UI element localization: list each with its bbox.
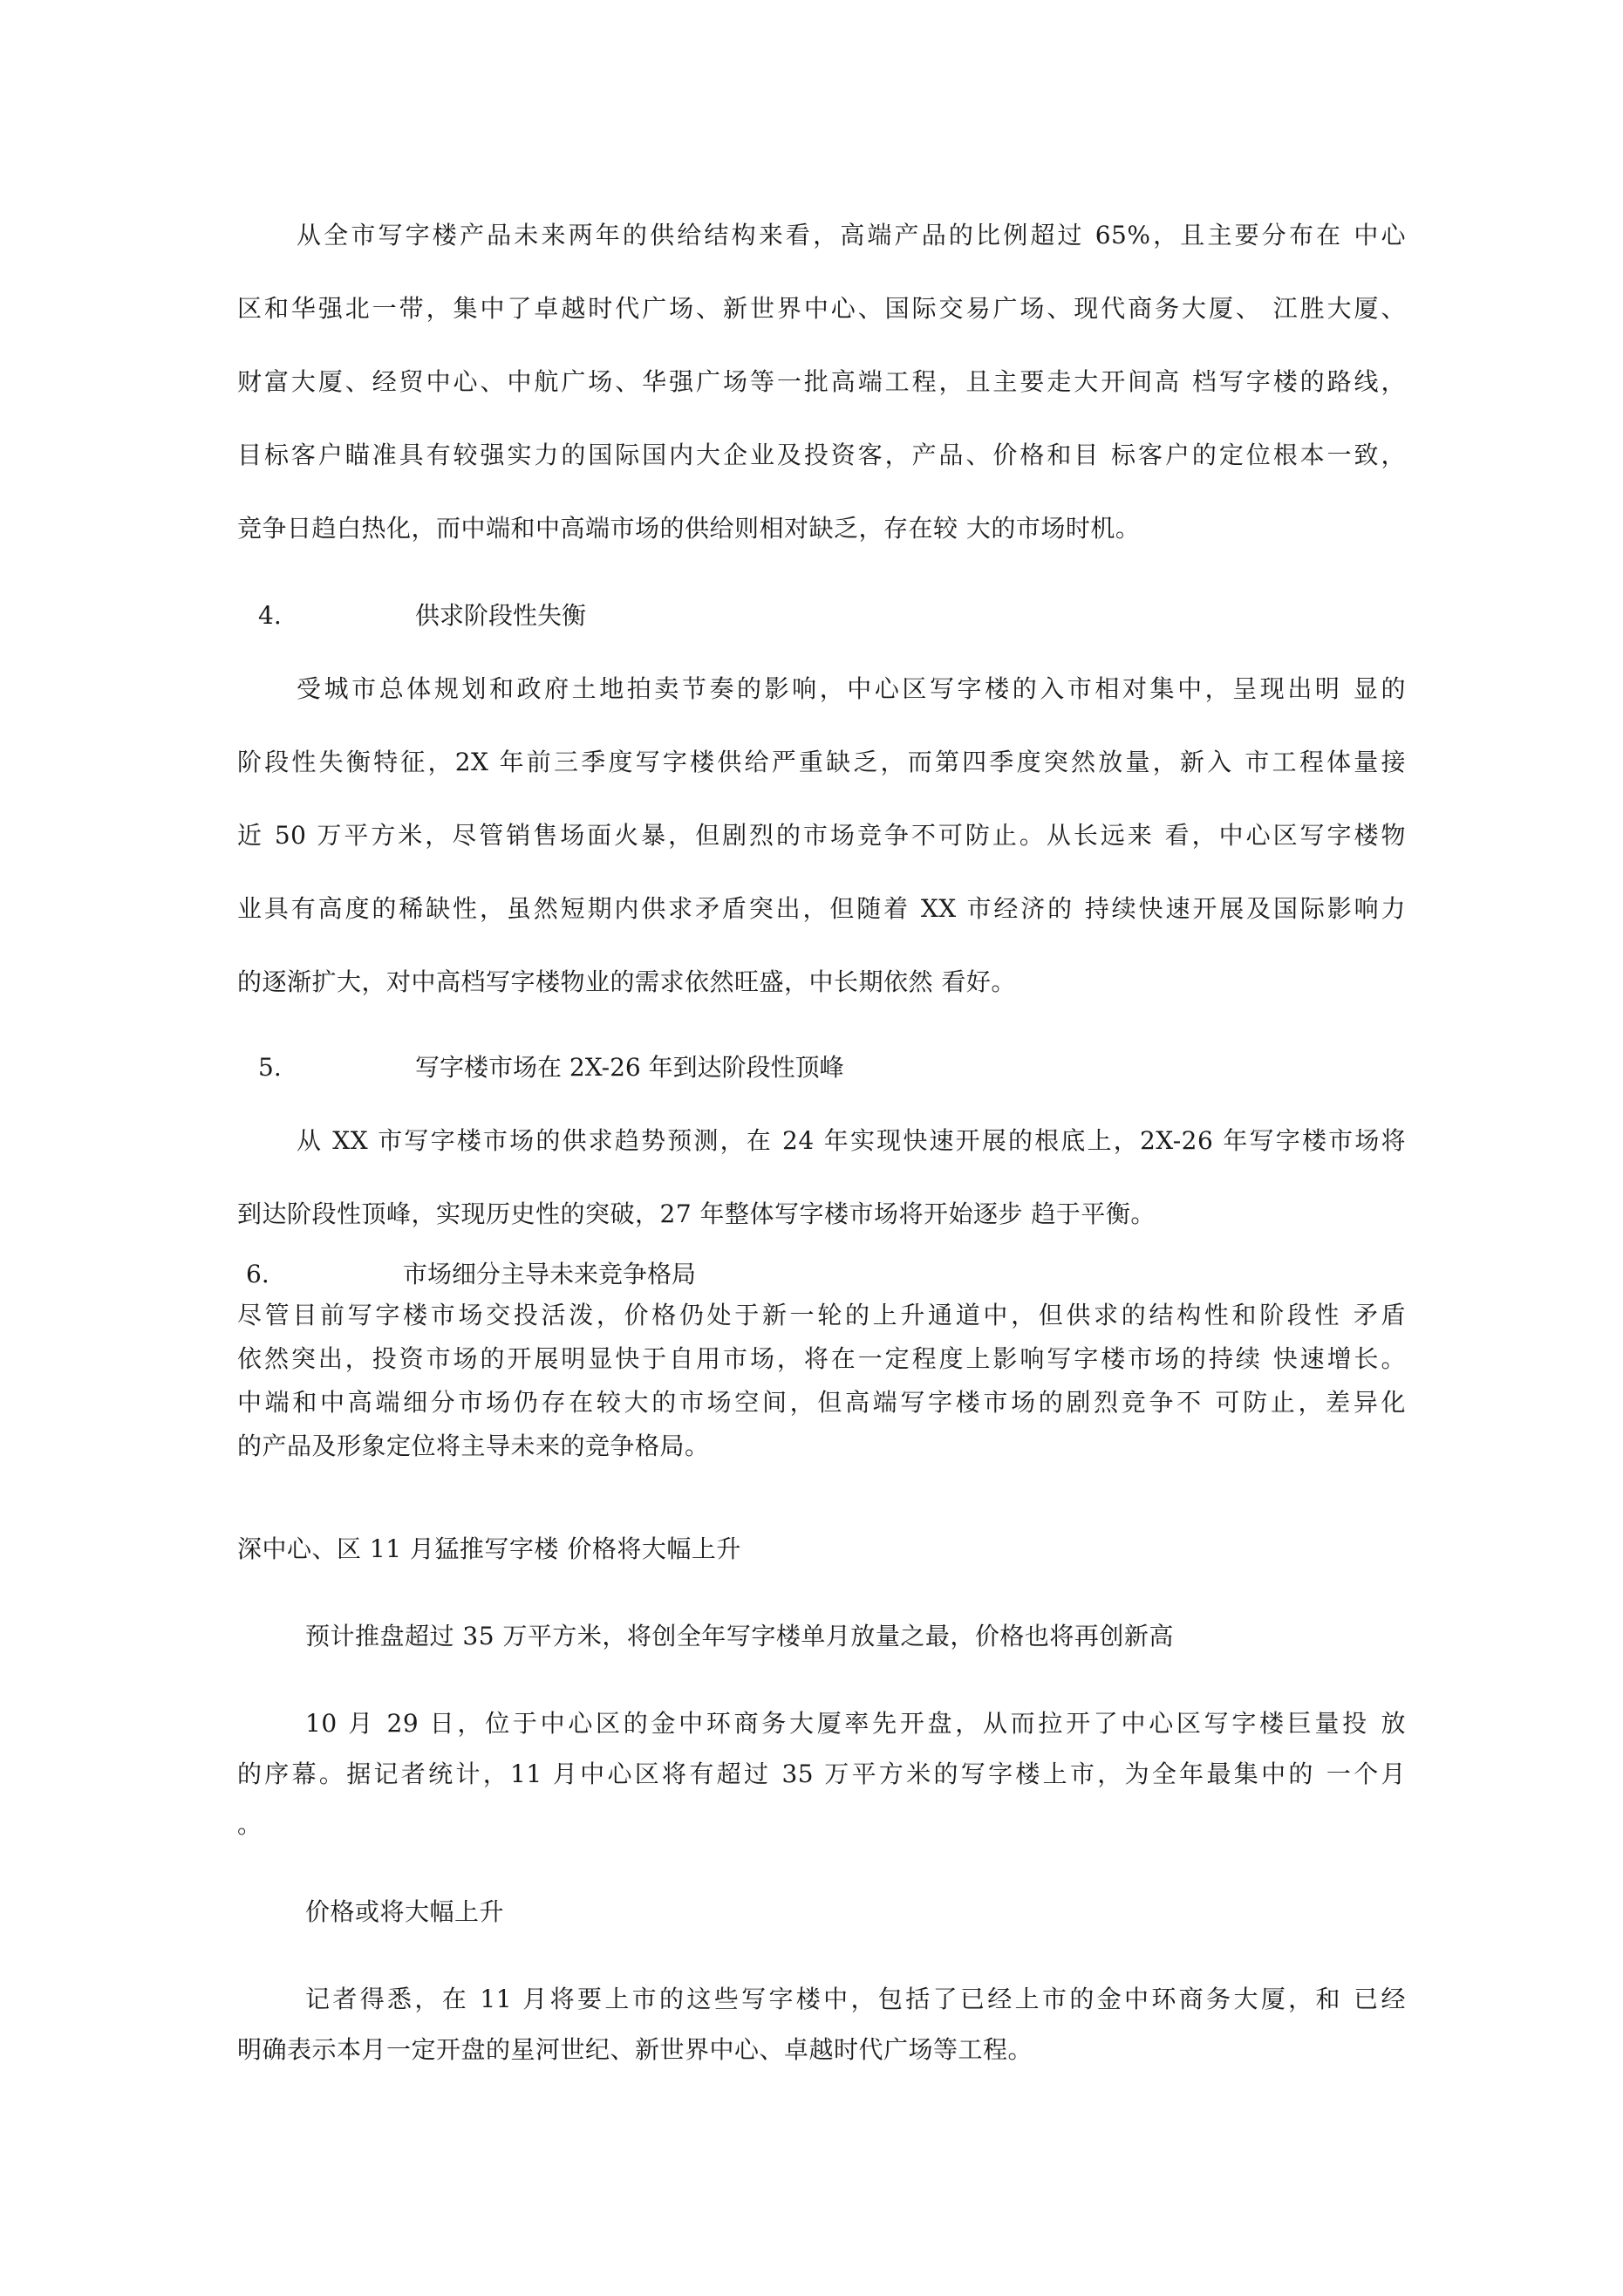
section-4-line-1: 受城市总体规划和政府土地拍卖节奏的影响，中心区写字楼的入市相对集中，呈现出明 显的 — [297, 674, 1406, 703]
section-6-line-4: 的产品及形象定位将主导未来的竞争格局。 — [237, 1432, 710, 1460]
supply-structure-line-1: 从全市写字楼产品未来两年的供给结构来看，高端产品的比例超过 65%，且主要分布在 中心 — [297, 221, 1406, 249]
news-para1-line-3: 。 — [237, 1810, 263, 1839]
news-para2-line-1: 记者得悉，在 11 月将要上市的这些写字楼中，包括了已经上市的金中环商务大厦，和 已经 — [305, 1985, 1406, 2013]
heading-5-number: 5. — [258, 1053, 282, 1082]
section-4-line-4: 业具有高度的稀缺性，虽然短期内供求矛盾突出，但随着 XX 市经济的 持续快速开展及国际影响力 — [237, 894, 1406, 923]
section-4-line-3: 近 50 万平方米，尽管销售场面火暴，但剧烈的市场竞争不可防止。从长远来 看，中心区写字楼物 — [237, 821, 1406, 850]
section-4-line-2: 阶段性失衡特征，2X 年前三季度写字楼供给严重缺乏，而第四季度突然放量，新入 市工程体量接 — [237, 748, 1406, 776]
supply-structure-line-4: 目标客户瞄准具有较强实力的国际国内大企业及投资客，产品、价格和目 标客户的定位根本一致， — [237, 441, 1406, 469]
section-5-line-1: 从 XX 市写字楼市场的供求趋势预测，在 24 年实现快速开展的根底上，2X-26 年写字楼市场将 — [297, 1126, 1406, 1155]
news-para1-line-1: 10 月 29 日，位于中心区的金中环商务大厦率先开盘，从而拉开了中心区写字楼巨量投 放 — [305, 1709, 1406, 1738]
supply-structure-line-5: 竞争日趋白热化，而中端和中高端市场的供给则相对缺乏，存在较 大的市场时机。 — [237, 514, 1141, 543]
news-subheading-2: 价格或将大幅上升 — [305, 1897, 505, 1926]
heading-5-title: 写字楼市场在 2X-26 年到达阶段性顶峰 — [415, 1053, 844, 1082]
heading-4-number: 4. — [258, 601, 282, 630]
news-headline: 深中心、区 11 月猛推写字楼 价格将大幅上升 — [237, 1534, 741, 1563]
news-para2-line-2: 明确表示本月一定开盘的星河世纪、新世界中心、卓越时代广场等工程。 — [237, 2035, 1033, 2064]
section-6-line-2: 依然突出，投资市场的开展明显快于自用市场，将在一定程度上影响写字楼市场的持续 快速增长。 — [237, 1344, 1406, 1373]
section-6-line-1: 尽管目前写字楼市场交投活泼，价格仍处于新一轮的上升通道中，但供求的结构性和阶段性 矛盾 — [237, 1301, 1406, 1329]
heading-6-number: 6. — [246, 1260, 269, 1288]
section-6-line-3: 中端和中高端细分市场仍存在较大的市场空间，但高端写字楼市场的剧烈竞争不 可防止，差异化 — [237, 1388, 1406, 1417]
supply-structure-line-3: 财富大厦、经贸中心、中航广场、华强广场等一批高端工程，且主要走大开间高 档写字楼的路线， — [237, 367, 1406, 396]
news-subheadline: 预计推盘超过 35 万平方米，将创全年写字楼单月放量之最，价格也将再创新高 — [305, 1622, 1174, 1650]
supply-structure-line-2: 区和华强北一带，集中了卓越时代广场、新世界中心、国际交易广场、现代商务大厦、 江胜大厦、 — [237, 294, 1406, 323]
heading-4-title: 供求阶段性失衡 — [415, 601, 587, 630]
section-5-line-2: 到达阶段性顶峰，实现历史性的突破，27 年整体写字楼市场将开始逐步 趋于平衡。 — [237, 1199, 1156, 1228]
news-para1-line-2: 的序幕。据记者统计，11 月中心区将有超过 35 万平方米的写字楼上市，为全年最集中的 一个月 — [237, 1760, 1406, 1788]
heading-6-title: 市场细分主导未来竞争格局 — [403, 1260, 697, 1288]
section-4-line-5: 的逐渐扩大，对中高档写字楼物业的需求依然旺盛，中长期依然 看好。 — [237, 967, 1016, 996]
